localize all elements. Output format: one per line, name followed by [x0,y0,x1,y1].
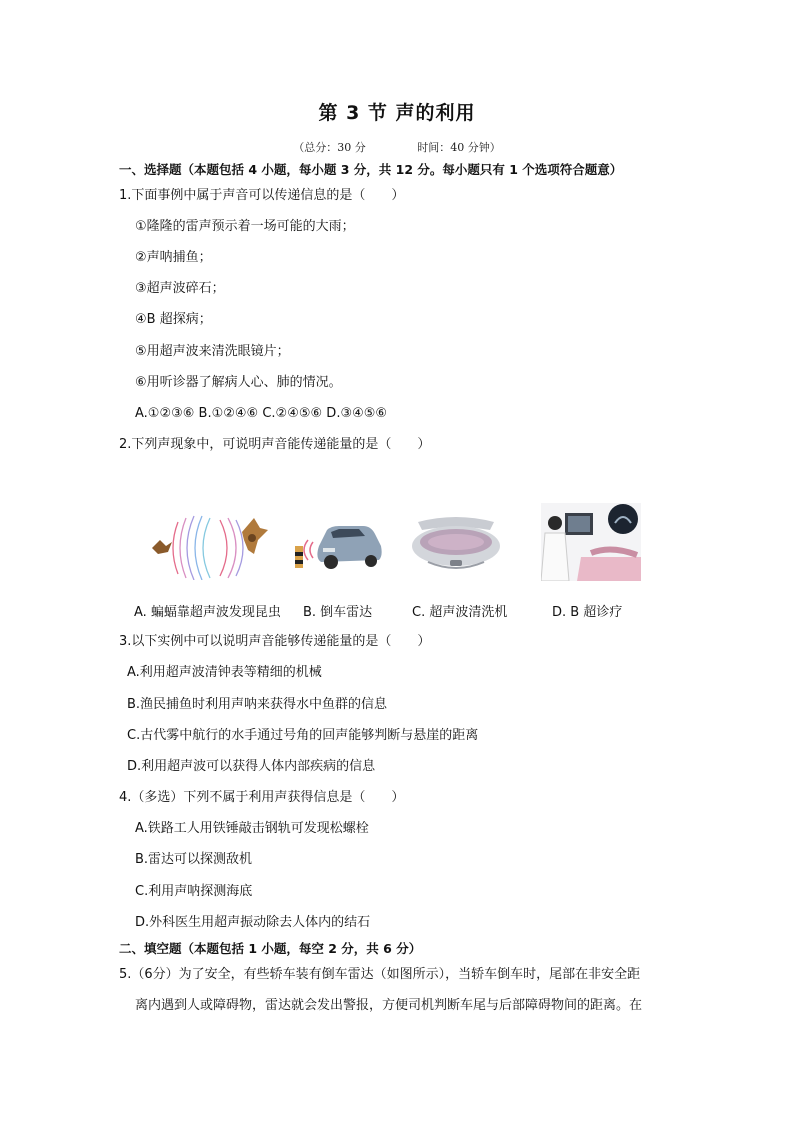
page-title: 第 3 节 声的利用 [318,102,476,124]
b-ultrasound-exam-image [541,503,641,581]
question-1-choices: A.①②③⑥ B.①②④⑥ C.②④⑤⑥ D.③④⑤⑥ [135,406,388,421]
figure-caption-a: A. 蝙蝠靠超声波发现昆虫 [134,605,281,620]
question-2-stem: 2.下列声现象中，可说明声音能传递能量的是（ ） [119,437,431,452]
question-4-option: C.利用声呐探测海底 [135,884,253,899]
question-5-line: 离内遇到人或障碍物，雷达就会发出警报，方便司机判断车尾与后部障碍物间的距离。在 [135,998,643,1013]
question-5-line: 5.（6分）为了安全，有些轿车装有倒车雷达（如图所示），当轿车倒车时，尾部在非安全距 [119,967,641,982]
question-4-option: A.铁路工人用铁锤敲击钢轨可发现松螺栓 [135,821,369,836]
question-1-item: ②声呐捕鱼； [135,250,212,265]
total-score: （总分：30 分 [293,141,366,154]
section-choice-heading: 一、选择题（本题包括 4 小题，每小题 3 分，共 12 分。每小题只有 1 个选项符合题意） [119,162,623,177]
question-3-option: C.古代雾中航行的水手通过号角的回声能够判断与悬崖的距离 [127,728,479,743]
question-1-item: ④B 超探病； [135,312,212,327]
question-1-item: ③超声波碎石； [135,281,225,296]
question-4-stem: 4.（多选）下列不属于利用声获得信息是（ ） [119,790,405,805]
section-fill-heading: 二、填空题（本题包括 1 小题，每空 2 分，共 6 分） [119,941,422,956]
question-3-option: D.利用超声波可以获得人体内部疾病的信息 [127,759,376,774]
question-4-option: D.外科医生用超声振动除去人体内的结石 [135,915,371,930]
question-3-option: B.渔民捕鱼时利用声呐来获得水中鱼群的信息 [127,697,388,712]
question-4-option: B.雷达可以探测敌机 [135,852,253,867]
bat-ultrasound-image [150,510,270,580]
question-1-item: ⑤用超声波来清洗眼镜片； [135,344,290,359]
question-3-stem: 3.以下实例中可以说明声音能够传递能量的是（ ） [119,634,431,649]
figure-caption-b: B. 倒车雷达 [303,605,373,620]
figure-caption-d: D. B 超诊疗 [552,605,623,620]
time-limit: 时间：40 分钟） [417,141,501,154]
question-3-option: A.利用超声波清钟表等精细的机械 [127,665,322,680]
figure-caption-c: C. 超声波清洗机 [412,605,508,620]
question-1-item: ⑥用听诊器了解病人心、肺的情况。 [135,375,342,390]
question-1-stem: 1.下面事例中属于声音可以传递信息的是（ ） [119,188,405,203]
question-1-item: ①隆隆的雷声预示着一场可能的大雨； [135,219,355,234]
reversing-radar-image [293,516,385,574]
exam-meta [0,139,794,155]
ultrasonic-cleaner-image [408,514,504,576]
